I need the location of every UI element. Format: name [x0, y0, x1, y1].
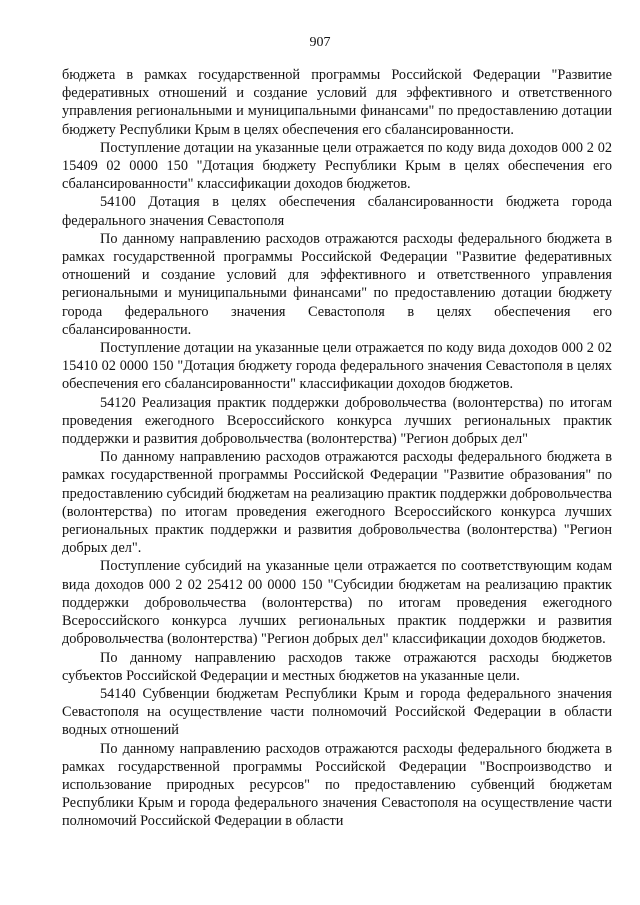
paragraph: Поступление дотации на указанные цели отражается по коду вида доходов 000 2 02 15410 02 0000 150 "Дотация бюджету города федерального значения Севастополя в целях обеспечения его сбалансированности" классификации доходов бюджетов.: [62, 340, 612, 393]
paragraph: 54140 Субвенции бюджетам Республики Крым и города федерального значения Севастополя на осуществление части полномочий Российской Федерации в области водных отношений: [62, 685, 612, 739]
paragraph: Поступление дотации на указанные цели отражается по коду вида доходов 000 2 02 15409 02 0000 150 "Дотация бюджету Республики Крым в целях обеспечения его сбалансированности" классификации доходов бюджетов.: [62, 139, 612, 193]
document-body: [62, 66, 612, 831]
paragraph: 54100 Дотация в целях обеспечения сбалансированности бюджета города федерального значения Севастополя: [62, 194, 612, 229]
paragraph: Поступление субсидий на указанные цели отражается по соответствующим кодам вида доходов 000 2 02 25412 00 0000 150 "Субсидии бюджетам на реализацию практик поддержки добровольчества (волонтерства) по итогам проведения ежегодного Всероссийского конкурса лучших региональных практик поддержки и развития добровольчества (волонтерства) "Регион добрых дел" классификации доходов бюджетов.: [62, 558, 612, 648]
paragraph: По данному направлению расходов также отражаются расходы бюджетов субъектов Российской Федерации и местных бюджетов на указанные цели.: [62, 649, 612, 684]
page-number: 907: [309, 35, 331, 50]
paragraph: бюджета в рамках государственной программы Российской Федерации "Развитие федеративных отношений и создание условий для эффективного и ответственного управления региональными и муниципальными финансами" по предоставлению дотации бюджету Республики Крым в целях обеспечения его сбалансированности.: [62, 67, 612, 138]
paragraph: По данному направлению расходов отражаются расходы федерального бюджета в рамках государственной программы Российской Федерации "Развитие образования" по предоставлению субсидий бюджетам на реализацию практик поддержки добровольчества (волонтерства) по итогам проведения ежегодного Всероссийского конкурса лучших региональных практик поддержки и развития добровольчества (волонтерства) "Регион добрых дел".: [62, 449, 612, 557]
paragraph: По данному направлению расходов отражаются расходы федерального бюджета в рамках государственной программы Российской Федерации "Воспроизводство и использование природных ресурсов" по предоставлению субвенций бюджетам Республики Крым и города федерального значения Севастополя на осуществление части полномочий Российской Федерации в области: [62, 740, 612, 830]
paragraph: 54120 Реализация практик поддержки добровольчества (волонтерства) по итогам проведения ежегодного Всероссийского конкурса лучших региональных практик поддержки и развития добровольчества (волонтерства) "Регион добрых дел": [62, 394, 612, 448]
paragraph: По данному направлению расходов отражаются расходы федерального бюджета в рамках государственной программы Российской Федерации "Развитие федеративных отношений и создание условий для эффективного и ответственного управления региональными и муниципальными финансами" по предоставлению дотации бюджету города федерального значения Севастополя в целях обеспечения его сбалансированности.: [62, 230, 612, 338]
